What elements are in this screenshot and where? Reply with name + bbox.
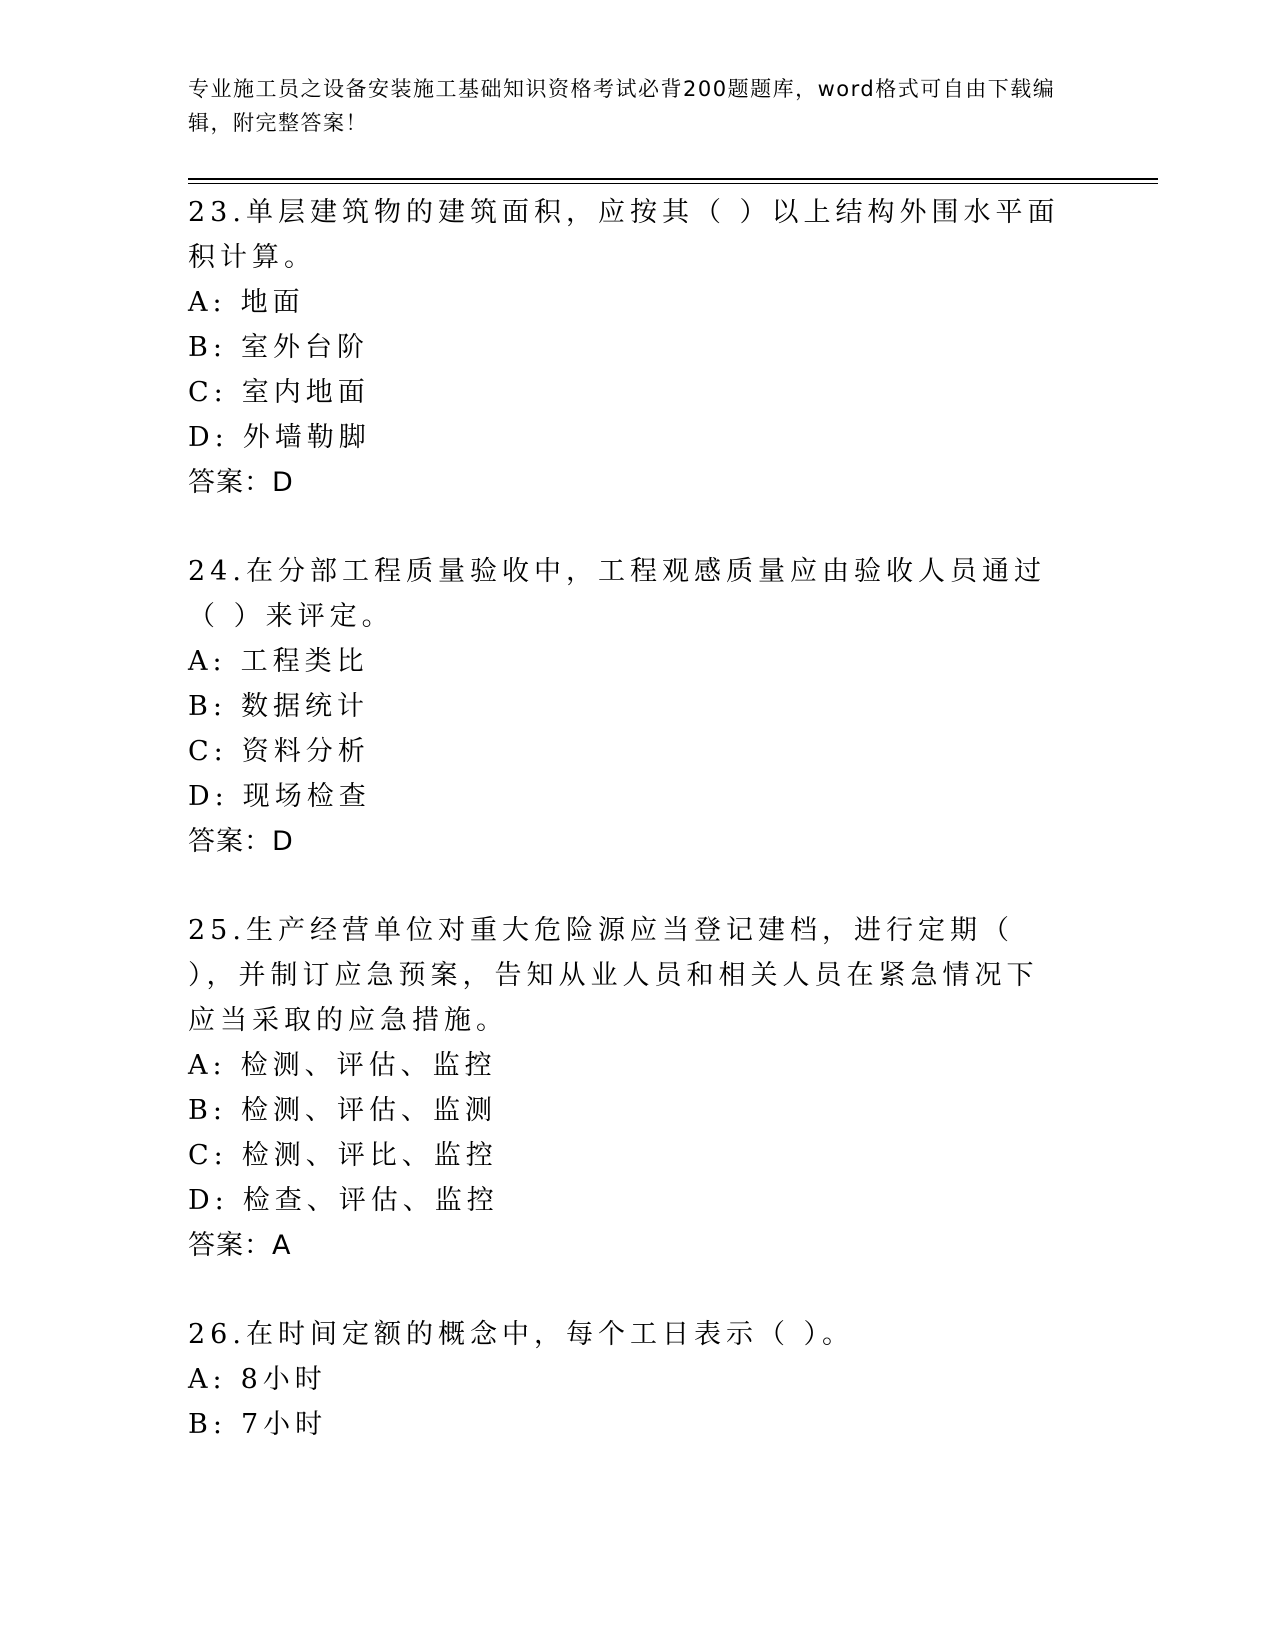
- option-d: [188, 415, 1068, 460]
- option-a: [188, 639, 1068, 684]
- option-c: [188, 729, 1068, 774]
- option-a: [188, 1043, 1068, 1088]
- question-25: [188, 908, 1068, 1268]
- question-24: [188, 549, 1068, 864]
- question-list: [188, 190, 1068, 1491]
- question-stem: 26.在时间定额的概念中，每个工日表示（ ）。: [188, 1319, 855, 1350]
- option-key: D:: [188, 422, 229, 453]
- question-stem: 24.在分部工程质量验收中，工程观感质量应由验收人员通过（ ）来评定。: [188, 556, 1046, 632]
- answer: 答案：D: [188, 826, 294, 857]
- option-key: A:: [188, 1050, 227, 1081]
- option-a: [188, 1357, 1068, 1402]
- option-key: C:: [188, 736, 228, 767]
- document-title: 专业施工员之设备安装施工基础知识资格考试必背200题题库，word格式可自由下载编辑，附完整答案！: [188, 77, 1056, 135]
- option-c: [188, 1133, 1068, 1178]
- answer: 答案：D: [188, 467, 294, 498]
- option-b: [188, 1402, 1068, 1447]
- option-text: 8小时: [240, 1364, 327, 1395]
- question-stem: 23.单层建筑物的建筑面积，应按其（ ）以上结构外围水平面积计算。: [188, 197, 1060, 273]
- option-text: 工程类比: [240, 646, 369, 677]
- question-stem: 25.生产经营单位对重大危险源应当登记建档，进行定期（ ），并制订应急预案，告知从业人员和相关人员在紧急情况下应当采取的应急措施。: [188, 915, 1039, 1036]
- option-key: B:: [188, 1409, 227, 1440]
- document-header: [188, 72, 1068, 140]
- option-d: [188, 774, 1068, 819]
- option-text: 检测、评比、监控: [241, 1140, 498, 1171]
- option-key: A:: [188, 646, 227, 677]
- option-text: 室内地面: [241, 377, 370, 408]
- option-text: 检测、评估、监控: [240, 1050, 497, 1081]
- option-b: [188, 684, 1068, 729]
- option-d: [188, 1178, 1068, 1223]
- option-key: A:: [188, 1364, 227, 1395]
- answer: 答案：A: [188, 1230, 292, 1261]
- question-23: [188, 190, 1068, 505]
- option-key: A:: [188, 287, 227, 318]
- option-text: 外墙勒脚: [242, 422, 371, 453]
- option-text: 地面: [240, 287, 305, 318]
- option-key: B:: [188, 691, 227, 722]
- option-b: [188, 1088, 1068, 1133]
- option-key: D:: [188, 1185, 229, 1216]
- header-divider-thick: [188, 178, 1158, 180]
- option-key: B:: [188, 332, 227, 363]
- option-a: [188, 280, 1068, 325]
- option-c: [188, 370, 1068, 415]
- option-text: 检查、评估、监控: [242, 1185, 499, 1216]
- option-text: 室外台阶: [240, 332, 369, 363]
- option-text: 现场检查: [242, 781, 371, 812]
- option-key: B:: [188, 1095, 227, 1126]
- option-text: 7小时: [240, 1409, 328, 1440]
- option-key: C:: [188, 377, 228, 408]
- question-26: [188, 1312, 1068, 1447]
- option-text: 数据统计: [240, 691, 369, 722]
- option-text: 资料分析: [241, 736, 370, 767]
- header-divider-thin: [188, 183, 1158, 184]
- option-key: D:: [188, 781, 229, 812]
- option-key: C:: [188, 1140, 228, 1171]
- option-text: 检测、评估、监测: [240, 1095, 497, 1126]
- option-b: [188, 325, 1068, 370]
